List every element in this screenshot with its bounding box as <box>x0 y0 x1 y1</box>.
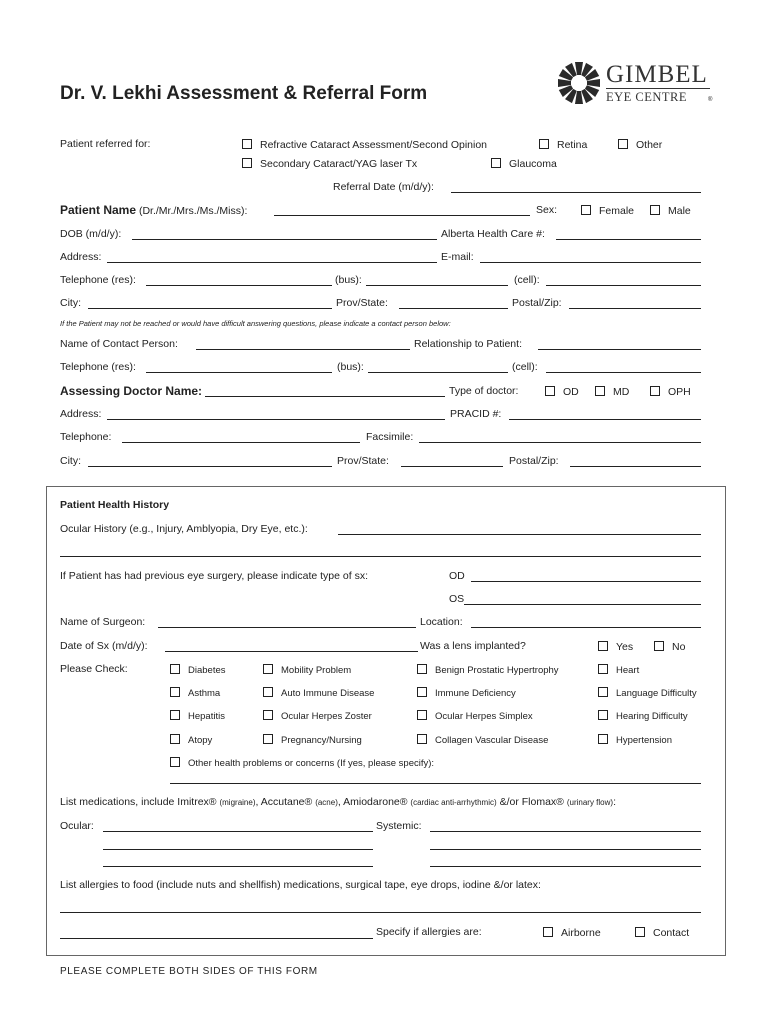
contact-tel-res-label: Telephone (res): <box>60 361 136 373</box>
checkbox-icon <box>598 687 608 697</box>
condition-checkbox[interactable] <box>170 710 225 722</box>
medications-label <box>60 797 616 808</box>
city-label: City: <box>60 297 81 309</box>
tel-bus-label: (bus): <box>335 274 362 286</box>
checkbox-icon <box>263 664 273 674</box>
logo-divider <box>606 88 710 89</box>
checkbox-icon <box>539 139 549 149</box>
dob-label: DOB (m/d/y): <box>60 228 122 240</box>
cb-retina[interactable] <box>539 139 587 151</box>
cb-contact[interactable] <box>635 927 689 939</box>
cb-cataract-label: Refractive Cataract Assessment/Second Opinion <box>260 139 488 151</box>
checkbox-icon <box>650 386 660 396</box>
cb-glaucoma-label: Glaucoma <box>509 158 557 170</box>
cb-other-health[interactable] <box>170 757 434 769</box>
condition-label: Mobility Problem <box>281 665 352 676</box>
doctor-city-field[interactable] <box>88 466 332 467</box>
patient-name-strong: Patient Name <box>60 203 137 217</box>
cb-female[interactable] <box>581 205 634 217</box>
checkbox-icon <box>417 734 427 744</box>
referral-date-field[interactable] <box>451 192 701 193</box>
ahc-label: Alberta Health Care #: <box>441 228 545 240</box>
meds-text: &/or Flomax® <box>496 796 567 808</box>
cb-yag-label: Secondary Cataract/YAG laser Tx <box>260 158 418 170</box>
condition-checkbox[interactable] <box>170 687 220 699</box>
city-field[interactable] <box>88 308 332 309</box>
condition-label: Atopy <box>188 735 213 746</box>
cb-od-label: OD <box>563 386 579 398</box>
ocular-meds-field-2[interactable] <box>103 849 373 850</box>
condition-label: Language Difficulty <box>616 688 697 699</box>
condition-label: Hypertension <box>616 735 672 746</box>
meds-note: (urinary flow) <box>566 798 614 807</box>
checkbox-icon <box>263 734 273 744</box>
cb-male[interactable] <box>650 205 691 217</box>
pracid-field[interactable] <box>509 419 701 420</box>
cb-other[interactable] <box>618 139 662 151</box>
checkbox-icon <box>242 158 252 168</box>
meds-note: (acne) <box>315 798 338 807</box>
checkbox-icon <box>598 664 608 674</box>
email-field[interactable] <box>480 262 701 263</box>
referral-date-label: Referral Date (m/d/y): <box>333 181 434 193</box>
relationship-field[interactable] <box>538 349 701 350</box>
condition-checkbox[interactable] <box>598 734 672 746</box>
other-health-field[interactable] <box>170 783 701 784</box>
systemic-meds-field[interactable] <box>430 831 701 832</box>
od-label: OD <box>449 570 465 582</box>
cb-od[interactable] <box>545 386 579 398</box>
cb-other-label: Other <box>636 139 663 151</box>
condition-label: Hepatitis <box>188 711 225 722</box>
allergies-field[interactable] <box>60 912 701 913</box>
condition-checkbox[interactable] <box>263 710 372 722</box>
checkbox-icon <box>170 757 180 767</box>
tel-cell-label: (cell): <box>514 274 540 286</box>
meds-note: (migraine) <box>219 798 256 807</box>
checkbox-icon <box>263 710 273 720</box>
doctor-address-label: Address: <box>60 408 102 420</box>
contact-tel-cell-label: (cell): <box>512 361 538 373</box>
relationship-label: Relationship to Patient: <box>414 338 522 350</box>
doctor-name-field[interactable] <box>205 396 445 397</box>
logo-line2: EYE CENTRE <box>606 90 688 104</box>
condition-label: Diabetes <box>188 665 226 676</box>
condition-label: Asthma <box>188 688 221 699</box>
doctor-fax-label: Facsimile: <box>366 431 414 443</box>
tel-cell-field[interactable] <box>546 285 701 286</box>
tel-res-field[interactable] <box>146 285 332 286</box>
allergies-label: List allergies to food (include nuts and shellfish) medications, surgical tape, eye drops, iodine &/or latex: <box>60 879 541 891</box>
meds-text: List medications, include Imitrex® <box>60 796 220 808</box>
condition-label: Immune Deficiency <box>435 688 516 699</box>
cb-male-label: Male <box>668 205 691 217</box>
cb-retina-label: Retina <box>557 139 588 151</box>
checkbox-icon <box>650 205 660 215</box>
condition-label: Hearing Difficulty <box>616 711 688 722</box>
health-history-heading: Patient Health History <box>60 499 170 511</box>
ocular-meds-label: Ocular: <box>60 820 94 832</box>
cb-yes-label: Yes <box>616 641 634 653</box>
condition-checkbox[interactable] <box>598 664 639 676</box>
date-sx-field[interactable] <box>165 651 418 652</box>
prov-label: Prov/State: <box>336 297 388 309</box>
systemic-meds-field-2[interactable] <box>430 849 701 850</box>
checkbox-icon <box>598 641 608 651</box>
os-field[interactable] <box>464 604 701 605</box>
referred-for-label: Patient referred for: <box>60 138 151 150</box>
other-health-label: Other health problems or concerns (If yes, please specify): <box>188 758 435 769</box>
ocular-history-field-2[interactable] <box>60 556 701 557</box>
od-field[interactable] <box>471 581 701 582</box>
contact-name-field[interactable] <box>196 349 410 350</box>
contact-tel-bus-label: (bus): <box>337 361 364 373</box>
condition-checkbox[interactable] <box>263 664 351 676</box>
contact-note: If the Patient may not be reached or would have difficult answering questions, please indicate a contact person below: <box>60 319 451 328</box>
meds-text: : <box>613 796 616 808</box>
condition-checkbox[interactable] <box>263 687 374 699</box>
checkbox-icon <box>417 664 427 674</box>
condition-checkbox[interactable] <box>598 710 688 722</box>
prov-field[interactable] <box>399 308 508 309</box>
doctor-tel-field[interactable] <box>122 442 360 443</box>
email-label: E-mail: <box>441 251 474 263</box>
condition-checkbox[interactable] <box>263 734 362 746</box>
tel-bus-field[interactable] <box>366 285 508 286</box>
prev-surgery-label: If Patient has had previous eye surgery, please indicate type of sx: <box>60 570 368 582</box>
doctor-postal-field[interactable] <box>570 466 701 467</box>
sunburst-icon <box>556 60 602 106</box>
location-label: Location: <box>420 616 463 628</box>
location-field[interactable] <box>471 627 701 628</box>
specify-allergies-label: Specify if allergies are: <box>376 926 482 938</box>
address-field[interactable] <box>107 262 437 263</box>
contact-tel-cell-field[interactable] <box>546 372 701 373</box>
gimbel-logo <box>556 60 716 106</box>
cb-airborne-label: Airborne <box>561 927 601 939</box>
cb-airborne[interactable] <box>543 927 601 939</box>
doctor-type-label: Type of doctor: <box>449 385 519 397</box>
please-check-label: Please Check: <box>60 663 128 675</box>
allergies-field-2[interactable] <box>60 938 373 939</box>
checkbox-icon <box>598 734 608 744</box>
checkbox-icon <box>581 205 591 215</box>
checkbox-icon <box>595 386 605 396</box>
systemic-label: Systemic: <box>376 820 422 832</box>
contact-name-label: Name of Contact Person: <box>60 338 178 350</box>
cb-oph[interactable] <box>650 386 691 398</box>
tel-res-label: Telephone (res): <box>60 274 136 286</box>
doctor-fax-field[interactable] <box>419 442 701 443</box>
cb-glaucoma[interactable] <box>491 158 557 170</box>
footer-note: PLEASE COMPLETE BOTH SIDES OF THIS FORM <box>60 966 318 977</box>
cb-contact-label: Contact <box>653 927 690 939</box>
condition-checkbox[interactable] <box>170 734 212 746</box>
ocular-history-label: Ocular History (e.g., Injury, Amblyopia, Dry Eye, etc.): <box>60 523 308 535</box>
contact-tel-bus-field[interactable] <box>368 372 508 373</box>
doctor-city-label: City: <box>60 455 81 467</box>
checkbox-icon <box>618 139 628 149</box>
doctor-postal-label: Postal/Zip: <box>509 455 559 467</box>
contact-tel-res-field[interactable] <box>146 372 332 373</box>
pracid-label: PRACID #: <box>450 408 502 420</box>
checkbox-icon <box>545 386 555 396</box>
doctor-tel-label: Telephone: <box>60 431 112 443</box>
condition-label: Heart <box>616 665 640 676</box>
logo-line1: GIMBEL <box>606 61 708 88</box>
meds-text: , Accutane® <box>255 796 316 808</box>
cb-md-label: MD <box>613 386 630 398</box>
doctor-prov-field[interactable] <box>401 466 503 467</box>
cb-oph-label: OPH <box>668 386 691 398</box>
condition-checkbox[interactable] <box>417 734 548 746</box>
checkbox-icon <box>543 927 553 937</box>
checkbox-icon <box>654 641 664 651</box>
doctor-address-field[interactable] <box>107 419 445 420</box>
condition-checkbox[interactable] <box>417 664 559 676</box>
address-label: Address: <box>60 251 102 263</box>
dob-field[interactable] <box>132 239 437 240</box>
condition-label: Auto Immune Disease <box>281 688 375 699</box>
postal-label: Postal/Zip: <box>512 297 562 309</box>
condition-label: Ocular Herpes Zoster <box>281 711 372 722</box>
checkbox-icon <box>170 687 180 697</box>
meds-note: (cardiac anti-arrhythmic) <box>410 798 497 807</box>
condition-label: Ocular Herpes Simplex <box>435 711 533 722</box>
cb-female-label: Female <box>599 205 635 217</box>
ocular-history-field[interactable] <box>338 534 701 535</box>
doctor-name-label: Assessing Doctor Name: <box>60 384 203 398</box>
cb-no[interactable] <box>654 641 685 653</box>
patient-name-titles: (Dr./Mr./Mrs./Ms./Miss): <box>136 205 248 217</box>
ocular-meds-field[interactable] <box>103 831 373 832</box>
checkbox-icon <box>417 710 427 720</box>
condition-checkbox[interactable] <box>417 710 533 722</box>
condition-label: Collagen Vascular Disease <box>435 735 549 746</box>
ahc-field[interactable] <box>556 239 701 240</box>
checkbox-icon <box>417 687 427 697</box>
cb-cataract[interactable] <box>242 139 487 151</box>
date-sx-label: Date of Sx (m/d/y): <box>60 640 148 652</box>
doctor-prov-label: Prov/State: <box>337 455 389 467</box>
checkbox-icon <box>598 710 608 720</box>
os-label: OS <box>449 593 465 605</box>
condition-label: Pregnancy/Nursing <box>281 735 362 746</box>
cb-yag[interactable] <box>242 158 417 170</box>
condition-checkbox[interactable] <box>417 687 516 699</box>
cb-yes[interactable] <box>598 641 633 653</box>
checkbox-icon <box>170 710 180 720</box>
page-title: Dr. V. Lekhi Assessment & Referral Form <box>60 83 428 104</box>
patient-name-field[interactable] <box>274 215 530 216</box>
checkbox-icon <box>242 139 252 149</box>
ocular-meds-field-3[interactable] <box>103 866 373 867</box>
checkbox-icon <box>263 687 273 697</box>
checkbox-icon <box>170 664 180 674</box>
condition-checkbox[interactable] <box>598 687 697 699</box>
checkbox-icon <box>635 927 645 937</box>
postal-field[interactable] <box>569 308 701 309</box>
checkbox-icon <box>170 734 180 744</box>
registered-mark: ® <box>708 97 713 103</box>
cb-no-label: No <box>672 641 686 653</box>
cb-md[interactable] <box>595 386 629 398</box>
meds-text: , Amiodarone® <box>337 796 411 808</box>
systemic-meds-field-3[interactable] <box>430 866 701 867</box>
condition-label: Benign Prostatic Hypertrophy <box>435 665 559 676</box>
patient-name-label <box>60 204 247 217</box>
surgeon-field[interactable] <box>158 627 416 628</box>
lens-label: Was a lens implanted? <box>420 640 526 652</box>
condition-checkbox[interactable] <box>170 664 226 676</box>
sex-label: Sex: <box>536 204 558 216</box>
checkbox-icon <box>491 158 501 168</box>
surgeon-label: Name of Surgeon: <box>60 616 146 628</box>
